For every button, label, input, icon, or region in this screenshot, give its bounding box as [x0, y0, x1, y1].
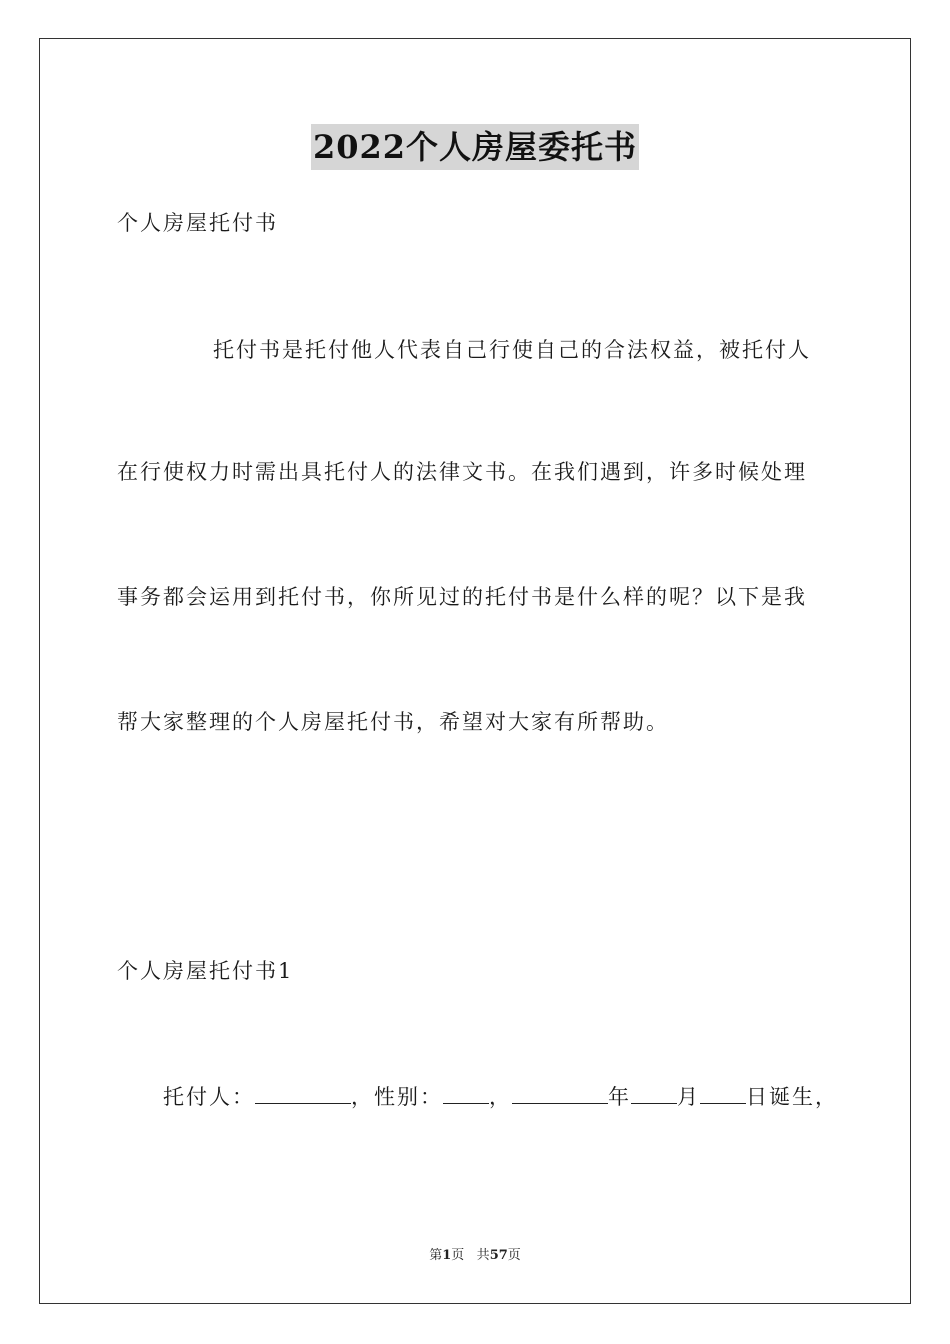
day-born-label: 日诞生， — [746, 1085, 838, 1109]
year-label: 年 — [608, 1085, 631, 1109]
page-footer — [0, 1246, 950, 1266]
document-title: 2022个人房屋委托书 — [311, 124, 639, 170]
intro-line-4: 帮大家整理的个人房屋托付书，希望对大家有所帮助。 — [117, 710, 669, 734]
birth-month-blank[interactable] — [631, 1081, 677, 1104]
footer-page-word: 页 — [451, 1248, 465, 1263]
total-page-number: 57 — [489, 1248, 508, 1263]
principal-name-blank[interactable] — [255, 1081, 351, 1104]
intro-line-3: 事务都会运用到托付书，你所见过的托付书是什么样的呢？以下是我 — [117, 585, 807, 609]
birth-year-blank[interactable] — [512, 1081, 608, 1104]
current-page-number: 1 — [442, 1248, 452, 1263]
document-subtitle: 个人房屋托付书 — [117, 211, 278, 235]
separator: ， — [489, 1085, 512, 1109]
intro-line-1: 托付书是托付他人代表自己行使自己的合法权益，被托付人 — [213, 338, 811, 362]
footer-total-suffix: 页 — [507, 1248, 521, 1263]
birth-day-blank[interactable] — [700, 1081, 746, 1104]
intro-line-2: 在行使权力时需出具托付人的法律文书。在我们遇到，许多时候处理 — [117, 460, 807, 484]
section-heading: 个人房屋托付书1 — [117, 959, 294, 983]
gender-blank[interactable] — [443, 1081, 489, 1104]
principal-label: 托付人： — [163, 1085, 255, 1109]
title-area — [0, 124, 950, 170]
gender-label: ，性别： — [351, 1085, 443, 1109]
footer-prefix: 第 — [429, 1248, 443, 1263]
footer-total-prefix: 共 — [476, 1248, 490, 1263]
principal-form-line — [163, 1081, 838, 1112]
month-label: 月 — [677, 1085, 700, 1109]
